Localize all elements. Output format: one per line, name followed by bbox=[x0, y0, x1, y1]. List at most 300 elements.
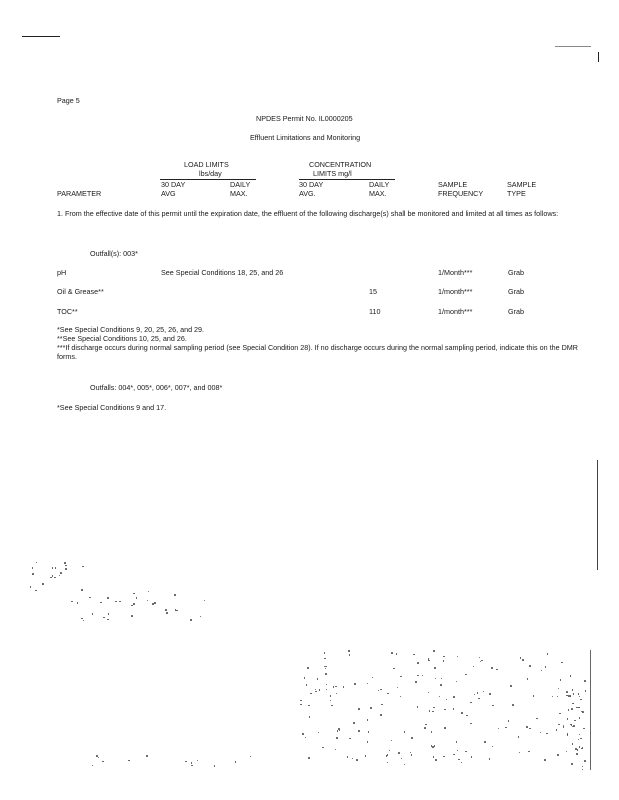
scan-speck bbox=[435, 678, 437, 680]
scan-speck bbox=[131, 615, 133, 617]
scan-speck bbox=[335, 749, 337, 751]
outfall-group-1-label: Outfall(s): 003* bbox=[90, 249, 138, 258]
scan-speck bbox=[367, 741, 369, 743]
scan-speck bbox=[520, 657, 522, 659]
scan-speck bbox=[552, 696, 554, 698]
scan-speck bbox=[372, 677, 374, 679]
scan-speck bbox=[498, 728, 500, 730]
scan-speck bbox=[165, 609, 167, 611]
row-oil-type: Grab bbox=[508, 287, 524, 296]
scan-speck bbox=[453, 708, 455, 710]
scan-speck bbox=[214, 765, 216, 767]
scan-speck bbox=[36, 562, 38, 564]
scan-speck bbox=[582, 747, 584, 749]
row-ph-load: See Special Conditions 18, 25, and 26 bbox=[161, 268, 284, 277]
scan-speck bbox=[176, 610, 178, 612]
scan-speck bbox=[136, 597, 138, 599]
scan-speck bbox=[368, 731, 370, 733]
scan-speck bbox=[60, 572, 62, 574]
scan-speck bbox=[571, 763, 573, 765]
scan-speck bbox=[570, 675, 572, 677]
scan-speck bbox=[411, 737, 413, 739]
scan-speck bbox=[147, 600, 149, 602]
scan-speck bbox=[579, 707, 581, 709]
scan-speck bbox=[496, 669, 498, 671]
scan-speck bbox=[349, 654, 351, 656]
scan-speck bbox=[152, 603, 154, 605]
scan-speck bbox=[339, 730, 341, 732]
scan-speck bbox=[529, 728, 531, 730]
scan-speck bbox=[50, 577, 52, 579]
scan-speck bbox=[77, 602, 79, 604]
scan-speck bbox=[397, 687, 399, 689]
scan-speck bbox=[417, 675, 419, 677]
scan-speck bbox=[349, 738, 351, 740]
scan-speck bbox=[571, 708, 573, 710]
scan-speck bbox=[404, 731, 406, 733]
scan-speck bbox=[356, 759, 358, 761]
scan-speck bbox=[440, 684, 442, 686]
scan-speck bbox=[325, 673, 327, 675]
scan-speck bbox=[492, 705, 494, 707]
scan-speck bbox=[566, 695, 568, 697]
scan-speck bbox=[480, 661, 482, 663]
scan-speck bbox=[324, 652, 326, 654]
scan-speck bbox=[563, 726, 565, 728]
scan-speck bbox=[545, 666, 547, 668]
scan-speck bbox=[456, 681, 458, 683]
scan-speck bbox=[526, 726, 528, 728]
scan-speck bbox=[578, 739, 580, 741]
scan-speck bbox=[434, 745, 436, 747]
scan-speck bbox=[457, 750, 459, 752]
col-parameter: PARAMETER bbox=[57, 189, 102, 198]
scan-right-border-bottom bbox=[590, 650, 591, 770]
scan-speck bbox=[422, 675, 424, 677]
row-ph-frequency: 1/Month*** bbox=[438, 268, 473, 277]
scan-top-rule-right bbox=[555, 46, 591, 47]
scan-speck bbox=[308, 705, 310, 707]
scan-speck bbox=[131, 605, 133, 607]
scan-speck bbox=[308, 757, 310, 759]
scan-speck bbox=[154, 602, 156, 604]
scan-speck bbox=[55, 567, 57, 569]
scan-speck bbox=[92, 613, 94, 615]
scan-speck bbox=[519, 752, 521, 754]
row-toc-frequency: 1/month*** bbox=[438, 307, 473, 316]
scan-speck bbox=[584, 680, 586, 682]
scan-speck bbox=[568, 695, 570, 697]
scan-speck bbox=[200, 616, 202, 618]
row-toc-conc-daily: 110 bbox=[369, 307, 381, 316]
scan-speck bbox=[572, 703, 574, 705]
scan-speck bbox=[387, 693, 389, 695]
col-load-30day: 30 DAY bbox=[161, 180, 186, 189]
scan-speck bbox=[65, 565, 67, 567]
scan-speck bbox=[119, 601, 121, 603]
scan-speck bbox=[576, 753, 578, 755]
concentration-units: LIMITS mg/l bbox=[313, 169, 352, 178]
scan-speck bbox=[579, 746, 581, 748]
scan-speck bbox=[533, 695, 535, 697]
scan-speck bbox=[578, 693, 580, 695]
scan-speck bbox=[466, 715, 468, 717]
scan-speck bbox=[133, 603, 135, 605]
scan-speck bbox=[89, 597, 91, 599]
scan-speck bbox=[470, 723, 472, 725]
scan-speck bbox=[433, 707, 435, 709]
scan-speck bbox=[443, 756, 445, 758]
scan-speck bbox=[389, 750, 391, 752]
scan-speck bbox=[326, 684, 328, 686]
scan-speck bbox=[358, 708, 360, 710]
scan-speck bbox=[465, 751, 467, 753]
scan-speck bbox=[107, 597, 109, 599]
row-ph-type: Grab bbox=[508, 268, 524, 277]
scan-speck bbox=[324, 658, 326, 660]
scan-speck bbox=[458, 759, 460, 761]
scan-speck bbox=[108, 613, 110, 615]
scan-speck bbox=[387, 762, 389, 764]
scan-speck bbox=[510, 685, 512, 687]
col-sample-type: SAMPLE bbox=[507, 180, 537, 189]
scan-speck bbox=[54, 577, 56, 579]
scan-speck bbox=[347, 756, 349, 758]
scan-speck bbox=[570, 695, 572, 697]
scan-speck bbox=[583, 728, 585, 730]
scan-speck bbox=[559, 713, 561, 715]
scan-speck bbox=[129, 760, 131, 762]
scan-speck bbox=[96, 755, 98, 757]
outfall-group-2-label: Outfalls: 004*, 005*, 006*, 007*, and 008* bbox=[90, 383, 223, 392]
scan-speck bbox=[453, 754, 455, 756]
row-oil-conc-daily: 15 bbox=[369, 287, 377, 296]
col-sample-type-sub: TYPE bbox=[507, 189, 526, 198]
section-title: Effluent Limitations and Monitoring bbox=[250, 133, 361, 142]
scan-speck bbox=[425, 724, 427, 726]
scan-speck bbox=[100, 602, 102, 604]
scan-speck bbox=[411, 754, 413, 756]
scan-speck bbox=[166, 612, 168, 614]
scan-speck bbox=[415, 681, 417, 683]
scan-speck bbox=[381, 704, 383, 706]
scan-speck bbox=[30, 586, 32, 588]
scan-speck bbox=[566, 691, 568, 693]
scan-speck bbox=[529, 665, 531, 667]
scan-speck bbox=[572, 743, 574, 745]
scan-speck bbox=[197, 760, 199, 762]
scan-speck bbox=[556, 729, 558, 731]
scan-top-rule bbox=[22, 36, 60, 37]
scan-speck bbox=[491, 667, 493, 669]
scan-speck bbox=[235, 761, 237, 763]
scan-speck bbox=[580, 699, 582, 701]
scan-speck bbox=[391, 740, 393, 742]
scan-speck bbox=[428, 660, 430, 662]
scan-speck bbox=[433, 650, 435, 652]
scan-speck bbox=[410, 752, 412, 754]
scan-speck bbox=[441, 678, 443, 680]
scan-speck bbox=[35, 590, 37, 592]
scan-speck bbox=[146, 755, 148, 757]
scan-speck bbox=[474, 694, 476, 696]
scan-speck bbox=[577, 749, 579, 751]
scan-speck bbox=[439, 696, 441, 698]
scan-speck bbox=[81, 589, 83, 591]
scan-speck bbox=[470, 702, 472, 704]
scan-speck bbox=[336, 737, 338, 739]
scan-speck bbox=[576, 707, 578, 709]
scan-speck bbox=[98, 757, 100, 759]
scan-speck bbox=[546, 733, 548, 735]
scan-speck bbox=[338, 728, 340, 730]
scan-speck bbox=[492, 746, 494, 748]
scan-speck bbox=[573, 725, 575, 727]
scan-speck bbox=[302, 733, 304, 735]
scan-speck bbox=[541, 670, 543, 672]
scan-speck bbox=[570, 724, 572, 726]
scan-speck bbox=[71, 601, 73, 603]
scan-speck bbox=[82, 566, 84, 568]
scan-speck bbox=[518, 736, 520, 738]
scan-speck bbox=[444, 727, 446, 729]
scan-speck bbox=[404, 764, 406, 766]
col-conc-daily: DAILY bbox=[369, 180, 390, 189]
scan-speck bbox=[435, 759, 437, 761]
scan-speck bbox=[579, 717, 581, 719]
footnote-2: **See Special Conditions 10, 25, and 26. bbox=[57, 334, 187, 343]
scan-speck bbox=[250, 756, 252, 758]
scan-speck bbox=[544, 759, 546, 761]
scan-speck bbox=[582, 711, 584, 713]
scan-speck bbox=[317, 678, 319, 680]
scan-speck bbox=[343, 686, 345, 688]
scan-speck bbox=[547, 653, 549, 655]
scan-speck bbox=[92, 765, 94, 767]
scan-speck bbox=[567, 734, 569, 736]
scan-speck bbox=[522, 659, 524, 661]
scan-speck bbox=[461, 762, 463, 764]
scan-speck bbox=[52, 567, 54, 569]
scan-speck bbox=[557, 696, 559, 698]
scan-speck bbox=[579, 696, 581, 698]
scan-right-edge-mark bbox=[598, 52, 599, 62]
scan-speck bbox=[391, 652, 393, 654]
scan-speck bbox=[378, 690, 380, 692]
scan-speck bbox=[446, 699, 448, 701]
col-conc-30day: 30 DAY bbox=[299, 180, 324, 189]
scan-speck bbox=[305, 737, 307, 739]
scan-speck bbox=[536, 718, 538, 720]
scan-speck bbox=[558, 688, 560, 690]
scan-speck bbox=[304, 677, 306, 679]
scan-speck bbox=[505, 727, 507, 729]
scan-speck bbox=[52, 575, 54, 577]
scan-speck bbox=[478, 698, 480, 700]
scan-speck bbox=[573, 693, 575, 695]
scan-speck bbox=[432, 711, 434, 713]
scan-speck bbox=[65, 568, 67, 570]
scan-speck bbox=[540, 732, 542, 734]
scan-speck bbox=[484, 741, 486, 743]
scan-speck bbox=[429, 710, 431, 712]
scan-speck bbox=[483, 691, 485, 693]
scan-speck bbox=[567, 718, 569, 720]
scan-speck bbox=[133, 593, 135, 595]
scan-speck bbox=[59, 575, 61, 577]
scan-speck bbox=[325, 668, 327, 670]
scan-speck bbox=[417, 662, 419, 664]
scan-speck bbox=[443, 656, 445, 658]
scan-speck bbox=[319, 689, 321, 691]
scan-speck bbox=[398, 752, 400, 754]
col-load-daily-sub: MAX. bbox=[230, 189, 248, 198]
scan-speck bbox=[489, 693, 491, 695]
scan-speck bbox=[453, 696, 455, 698]
concentration-heading: CONCENTRATION bbox=[309, 160, 372, 169]
scan-speck bbox=[102, 761, 104, 763]
page-label: Page 5 bbox=[57, 96, 80, 105]
scan-speck bbox=[103, 617, 105, 619]
scan-speck bbox=[443, 660, 445, 662]
scan-speck bbox=[396, 653, 398, 655]
scan-speck bbox=[579, 734, 581, 736]
col-sample-frequency-sub: FREQUENCY bbox=[438, 189, 484, 198]
scan-speck bbox=[370, 707, 372, 709]
scan-speck bbox=[431, 731, 433, 733]
scan-speck bbox=[318, 732, 320, 734]
scan-speck bbox=[401, 758, 403, 760]
scan-speck bbox=[353, 722, 355, 724]
scan-speck bbox=[417, 706, 419, 708]
scan-speck bbox=[380, 689, 382, 691]
scan-speck bbox=[367, 719, 369, 721]
load-limits-units: lbs/day bbox=[199, 169, 222, 178]
scan-speck bbox=[527, 678, 529, 680]
scan-speck bbox=[107, 619, 109, 621]
scan-speck bbox=[315, 691, 317, 693]
scan-speck bbox=[558, 724, 560, 726]
outfall-group-2-footnote: *See Special Conditions 9 and 17. bbox=[57, 403, 167, 412]
row-oil-parameter: Oil & Grease** bbox=[57, 287, 104, 296]
scan-speck bbox=[471, 756, 473, 758]
scan-speck bbox=[310, 693, 312, 695]
scan-speck bbox=[473, 666, 475, 668]
row-ph-parameter: pH bbox=[57, 268, 67, 277]
footnote-1: *See Special Conditions 9, 20, 25, 26, and 29. bbox=[57, 325, 205, 334]
scan-speck bbox=[489, 758, 491, 760]
col-sample-frequency: SAMPLE bbox=[438, 180, 468, 189]
scan-speck bbox=[190, 619, 192, 621]
scan-speck bbox=[367, 683, 369, 685]
scan-speck bbox=[582, 766, 584, 768]
permit-title: NPDES Permit No. IL0000205 bbox=[256, 114, 353, 123]
scan-speck bbox=[428, 692, 430, 694]
scan-speck bbox=[300, 704, 302, 706]
scan-speck bbox=[335, 686, 337, 688]
scan-speck bbox=[461, 712, 463, 714]
scan-speck bbox=[300, 700, 302, 702]
scan-speck bbox=[42, 583, 44, 585]
intro-paragraph: 1. From the effective date of this permit until the expiration date, the effluent of the following discharge(s) shall be monitored and limited at all times as follows: bbox=[57, 209, 559, 218]
scan-speck bbox=[400, 676, 402, 678]
scan-speck bbox=[365, 755, 367, 757]
scan-speck bbox=[330, 695, 332, 697]
scan-speck bbox=[574, 720, 576, 722]
scan-speck bbox=[322, 747, 324, 749]
scan-speck bbox=[333, 686, 335, 688]
scan-speck bbox=[330, 700, 332, 702]
scan-speck bbox=[393, 668, 395, 670]
scan-speck bbox=[456, 741, 458, 743]
scan-speck bbox=[560, 679, 562, 681]
scan-right-border-lower bbox=[597, 460, 598, 570]
scan-speck bbox=[309, 716, 311, 718]
scan-speck bbox=[331, 705, 333, 707]
scan-speck bbox=[434, 667, 436, 669]
scan-speck bbox=[336, 693, 338, 695]
scan-speck bbox=[561, 662, 563, 664]
scan-speck bbox=[479, 657, 481, 659]
row-oil-frequency: 1/month*** bbox=[438, 287, 473, 296]
scan-speck bbox=[380, 714, 382, 716]
scan-speck bbox=[191, 765, 193, 767]
scan-speck bbox=[568, 709, 570, 711]
scan-speck bbox=[444, 709, 446, 711]
row-toc-parameter: TOC** bbox=[57, 307, 78, 316]
scan-speck bbox=[582, 769, 584, 771]
scan-speck bbox=[358, 730, 360, 732]
scan-speck bbox=[174, 594, 176, 596]
scan-speck bbox=[349, 650, 351, 652]
scan-speck bbox=[400, 696, 402, 698]
scan-speck bbox=[512, 704, 514, 706]
scan-speck bbox=[352, 758, 354, 760]
scan-speck bbox=[32, 573, 34, 575]
scan-speck bbox=[307, 667, 309, 669]
scan-speck bbox=[580, 738, 582, 740]
scan-speck bbox=[204, 600, 206, 602]
scan-speck bbox=[465, 674, 467, 676]
scan-speck bbox=[431, 745, 433, 747]
scan-speck bbox=[315, 689, 317, 691]
scan-speck bbox=[413, 654, 415, 656]
scan-speck bbox=[584, 760, 586, 762]
row-toc-type: Grab bbox=[508, 307, 524, 316]
load-limits-heading: LOAD LIMITS bbox=[184, 160, 229, 169]
scan-speck bbox=[528, 751, 530, 753]
scan-speck bbox=[175, 609, 177, 611]
scan-speck bbox=[557, 754, 559, 756]
scan-speck bbox=[115, 601, 117, 603]
scan-speck bbox=[325, 666, 327, 668]
col-load-daily: DAILY bbox=[230, 180, 251, 189]
scan-speck bbox=[585, 690, 587, 692]
col-conc-daily-sub: MAX. bbox=[369, 189, 387, 198]
scan-speck bbox=[477, 692, 479, 694]
scan-speck bbox=[326, 689, 328, 691]
scan-speck bbox=[185, 761, 187, 763]
scan-speck bbox=[191, 762, 193, 764]
footnote-3: ***If discharge occurs during normal sampling period (see Special Condition 28). If no discharge occurs during the normal sampling period, indicate this on the DMR forms. bbox=[57, 343, 578, 361]
col-load-30day-sub: AVG bbox=[161, 189, 176, 198]
scan-speck bbox=[481, 660, 483, 662]
col-conc-30day-sub: AVG. bbox=[299, 189, 316, 198]
scan-speck bbox=[433, 756, 435, 758]
scan-speck bbox=[306, 684, 308, 686]
scan-speck bbox=[32, 567, 34, 569]
scan-speck bbox=[572, 689, 574, 691]
